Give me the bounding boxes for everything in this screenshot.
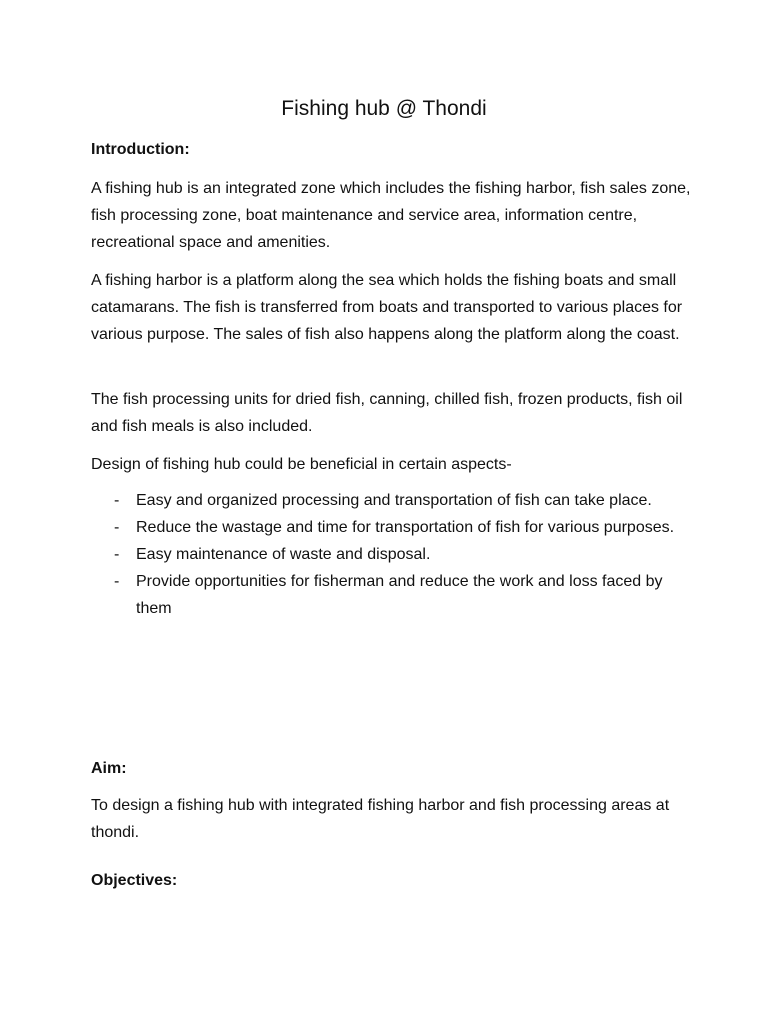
intro-paragraph-2: A fishing harbor is a platform along the sea which holds the fishing boats and small catamarans. The fish is transferred from boats and transported to various places for various purpose. The sales of fish also happens along the platform along the coast.	[91, 272, 683, 343]
document-title: Fishing hub @ Thondi	[281, 97, 487, 120]
list-item-text: Provide opportunities for fisherman and reduce the work and loss faced by them	[136, 573, 663, 617]
bullet-dash: -	[114, 546, 120, 563]
intro-paragraph-4: Design of fishing hub could be beneficial in certain aspects-	[91, 456, 512, 473]
list-item	[91, 541, 691, 568]
intro-paragraph-3: The fish processing units for dried fish, canning, chilled fish, frozen products, fish oil and fish meals is also included.	[91, 391, 683, 435]
bullet-dash: -	[114, 519, 120, 536]
list-item-text: Reduce the wastage and time for transportation of fish for various purposes.	[136, 519, 675, 536]
benefits-list	[91, 487, 691, 622]
bullet-dash: -	[114, 492, 120, 509]
list-item	[91, 514, 691, 541]
introduction-heading: Introduction:	[91, 141, 190, 158]
bullet-dash: -	[114, 573, 120, 590]
intro-paragraph-1: A fishing hub is an integrated zone which includes the fishing harbor, fish sales zone, fish processing zone, boat maintenance and service area, information centre, recreational space and amenities.	[91, 180, 691, 251]
aim-heading: Aim:	[91, 760, 127, 777]
aim-text: To design a fishing hub with integrated fishing harbor and fish processing areas at thondi.	[91, 797, 670, 841]
objectives-heading: Objectives:	[91, 872, 178, 889]
list-item-text: Easy maintenance of waste and disposal.	[136, 546, 431, 563]
list-item	[91, 487, 691, 514]
list-item	[91, 568, 691, 622]
list-item-text: Easy and organized processing and transportation of fish can take place.	[136, 492, 652, 509]
